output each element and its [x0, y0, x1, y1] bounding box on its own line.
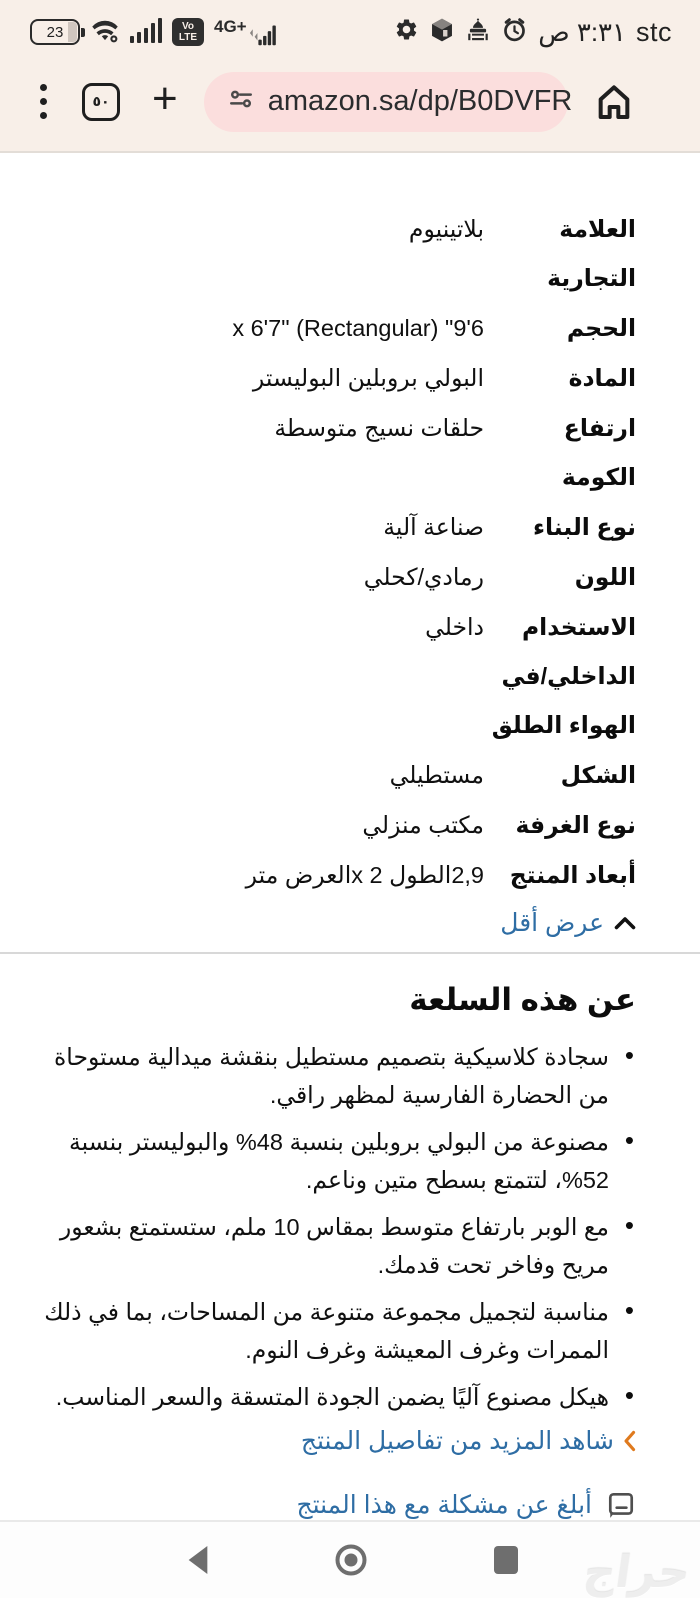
about-section-title: عن هذه السلعة [409, 982, 636, 1017]
spec-value: مستطيلي [389, 762, 484, 788]
spec-value: 6'9" x 6'7" (Rectangular) [232, 315, 484, 341]
battery-icon [30, 19, 80, 45]
back-triangle-icon [183, 1544, 213, 1576]
tab-count: ٥٠ [92, 93, 110, 109]
haraj-watermark: حراج [580, 1548, 694, 1597]
spec-value: صناعة آلية [383, 514, 484, 540]
spec-value: داخلي [425, 614, 484, 640]
spec-label: نوع الغرفة [515, 812, 636, 838]
recents-square-icon [492, 1544, 520, 1576]
alarm-clock-icon [501, 16, 528, 48]
spec-value: رمادي/كحلي [363, 564, 484, 590]
report-feedback-icon [606, 1490, 636, 1520]
spec-row [24, 851, 636, 900]
volte-line2: LTE [178, 31, 198, 43]
gear-icon [394, 17, 419, 47]
report-label: أبلغ عن مشكلة مع هذا المنتج [296, 1491, 592, 1519]
show-less-label: عرض أقل [500, 909, 604, 937]
status-right-cluster [394, 16, 672, 48]
android-nav-bar [0, 1522, 700, 1598]
spec-row [24, 603, 636, 750]
spec-row [24, 751, 636, 800]
home-icon [594, 82, 634, 122]
spec-row [24, 553, 636, 602]
spec-label: الحجم [566, 315, 636, 341]
spec-label: ارتفاع الكومة [561, 415, 636, 490]
see-more-details-link[interactable] [24, 1426, 636, 1456]
spec-value: حلقات نسيج متوسطة [274, 415, 484, 441]
nav-recents-button[interactable] [492, 1544, 520, 1576]
spec-row [24, 304, 636, 353]
nav-home-button[interactable] [333, 1542, 369, 1578]
about-bullet: • هيكل مصنوع آليًا يضمن الجودة المتسقة والسعر المناسب. [24, 1378, 636, 1416]
signal-bars-2-icon [249, 19, 279, 47]
site-settings-icon [228, 86, 254, 117]
spec-row [24, 354, 636, 403]
volte-line1: Vo [181, 20, 195, 32]
chevron-up-icon [614, 916, 636, 930]
url-text: amazon.sa/dp/B0DVFR [267, 85, 573, 117]
new-tab-button[interactable]: + [152, 73, 178, 123]
battery-percent: 23 [46, 23, 64, 41]
cube-app-icon [429, 17, 455, 48]
spec-label: اللون [574, 564, 636, 590]
browser-toolbar [0, 58, 700, 153]
home-circle-icon [333, 1542, 369, 1578]
section-divider [0, 952, 700, 954]
spec-row [24, 503, 636, 552]
spec-row [24, 801, 636, 850]
spec-value: بلاتينيوم [408, 216, 484, 242]
show-less-link[interactable] [24, 908, 636, 938]
spec-value: البولي بروبلين البوليستر [252, 365, 484, 391]
about-bullet-list [24, 1038, 636, 1416]
product-page-content [0, 153, 700, 1520]
wifi-icon [90, 17, 120, 48]
browser-menu-button[interactable] [26, 80, 60, 124]
spec-label: المادة [568, 365, 636, 391]
spec-row [24, 404, 636, 502]
network-4g-cluster [214, 18, 279, 47]
about-bullet: • مناسبة لتجميل مجموعة متنوعة من المساحات، بما في ذلك الممرات وغرف المعيشة وغرف النوم. [24, 1293, 636, 1369]
network-label: 4G+ [214, 16, 247, 36]
spec-row [24, 205, 636, 303]
spec-label: العلامة التجارية [547, 216, 636, 291]
status-left-cluster [30, 17, 279, 48]
spec-value: مكتب منزلي [362, 812, 484, 838]
about-bullet: • مصنوعة من البولي بروبلين بنسبة 48% والبوليستر بنسبة 52%، لتتمتع بسطح متين وناعم. [24, 1123, 636, 1199]
spec-label: الشكل [560, 762, 636, 788]
nav-back-button[interactable] [183, 1544, 213, 1576]
product-spec-table [24, 205, 636, 900]
volte-badge [172, 18, 204, 46]
carrier-label: stc [635, 16, 672, 47]
see-more-label: شاهد المزيد من تفاصيل المنتج [300, 1427, 614, 1455]
mosque-icon [465, 17, 491, 48]
tab-switcher-button[interactable] [82, 83, 120, 121]
spec-label: أبعاد المنتج [509, 862, 636, 888]
status-bar [0, 0, 700, 58]
chevron-left-icon [623, 1430, 636, 1452]
signal-bars-icon [130, 17, 162, 48]
address-bar[interactable] [204, 72, 573, 132]
about-bullet: • سجادة كلاسيكية بتصميم مستطيل بنقشة ميدالية مستوحاة من الحضارة الفارسية لمظهر راقي. [24, 1038, 636, 1114]
home-button[interactable] [594, 82, 634, 122]
spec-label: الاستخدام الداخلي/في الهواء الطلق [491, 614, 636, 738]
status-time: ٣:٣١ ص [538, 16, 626, 47]
report-problem-link[interactable] [24, 1490, 636, 1520]
about-bullet: • مع الوبر بارتفاع متوسط بمقاس 10 ملم، ستستمتع بشعور مريح وفاخر تحت قدمك. [24, 1208, 636, 1284]
spec-label: نوع البناء [532, 514, 636, 540]
spec-value: 2,9الطول x 2العرض متر [245, 862, 484, 888]
